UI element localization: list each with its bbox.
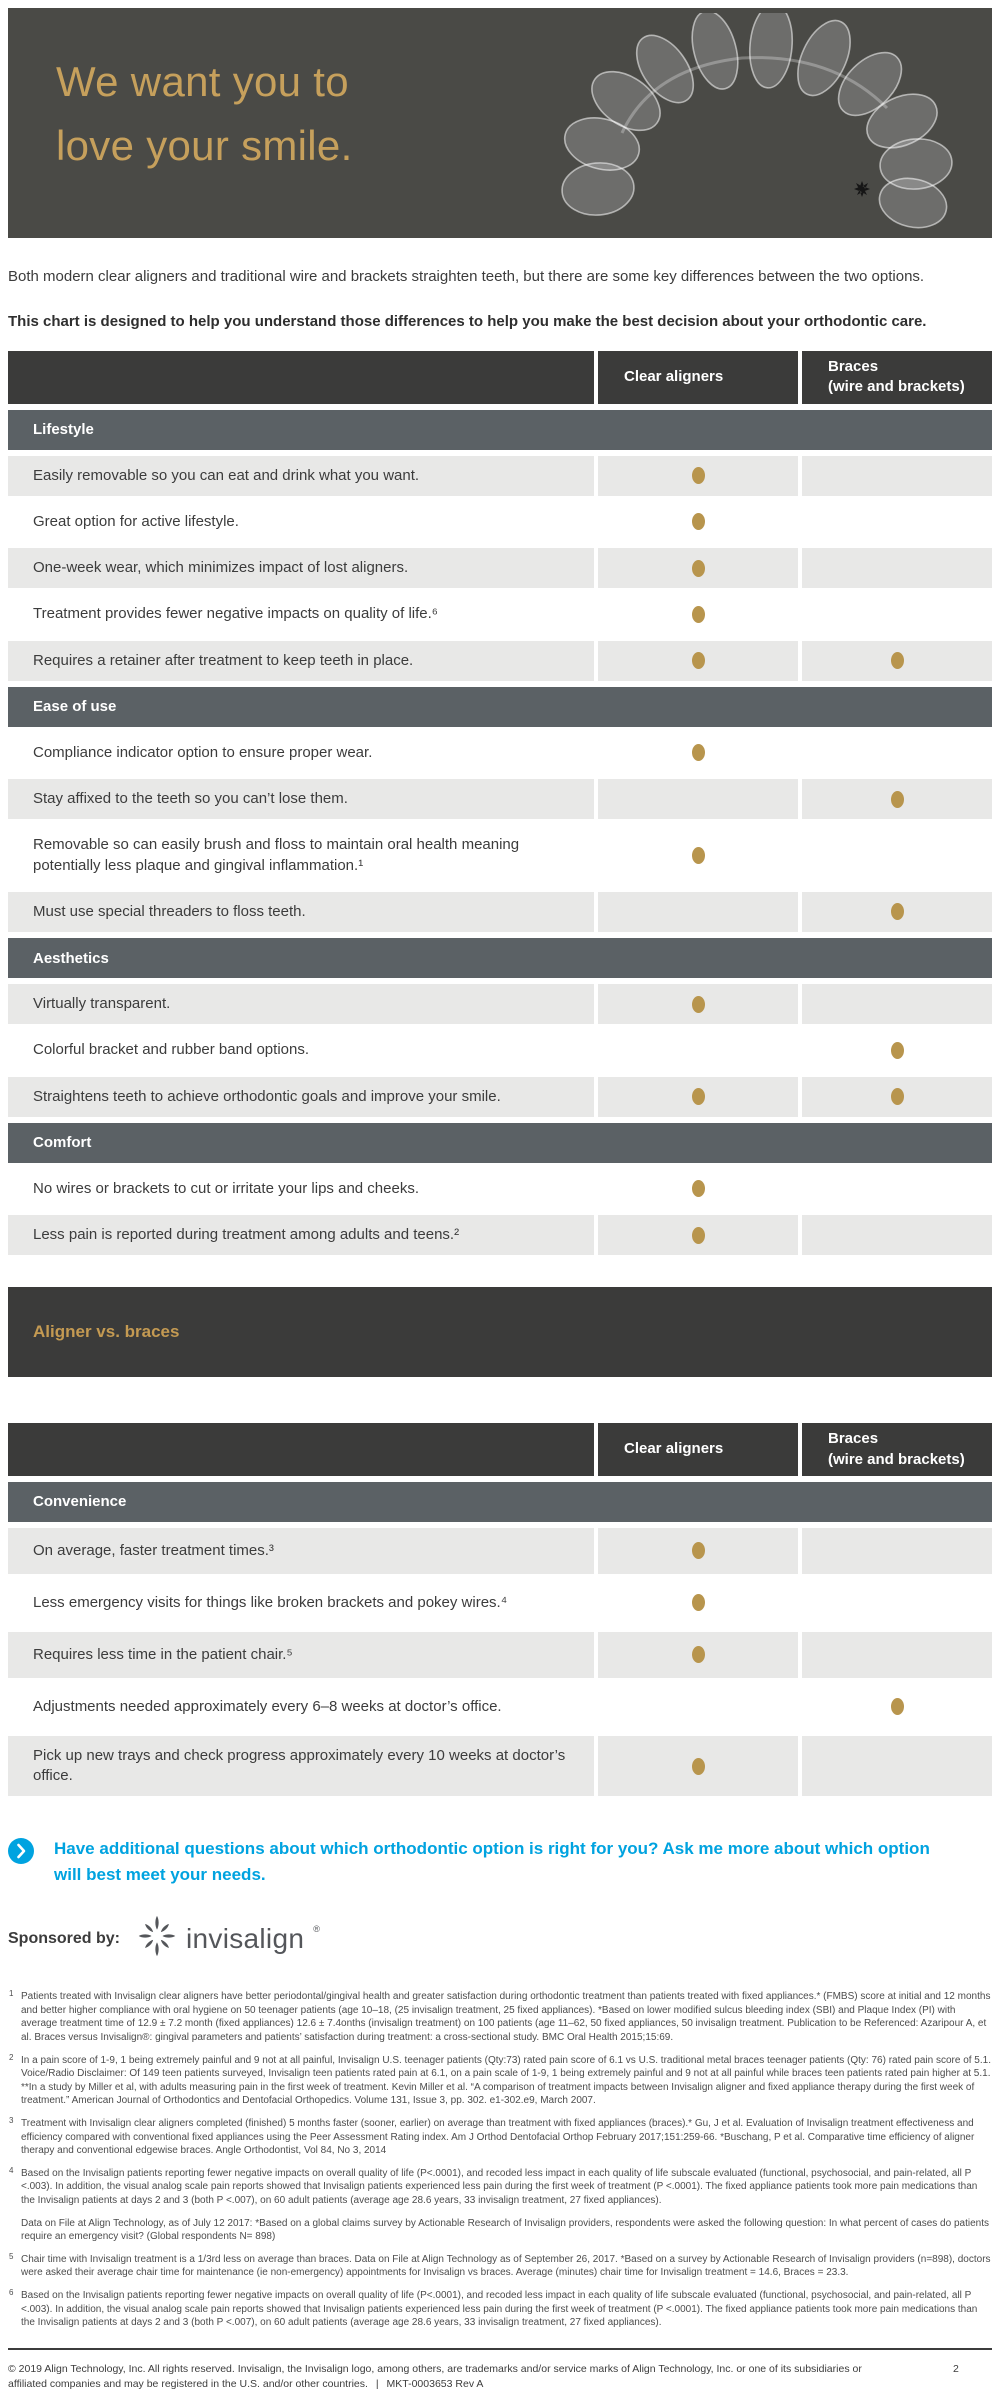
table-row <box>8 779 992 819</box>
table-row <box>8 1077 992 1117</box>
table-row <box>8 1215 992 1255</box>
footnote-text: Data on File at Align Technology, as of July 12 2017: *Based on a global claims survey by Actionable Research of Invisalign providers, respondents were asked the following question: In what percent of cases do patients require an emergency visit? (Global respondents N= 898) <box>21 2217 989 2243</box>
table-row <box>8 1030 992 1070</box>
gold-dot-icon <box>891 1088 904 1105</box>
footnote-number: 1 <box>9 1989 14 1999</box>
feature-text: Straightens teeth to achieve orthodontic goals and improve your smile. <box>33 1087 501 1105</box>
table-row <box>8 1684 992 1730</box>
gold-dot-icon <box>692 744 705 761</box>
braces-cell <box>802 1736 992 1797</box>
feature-cell <box>8 1077 594 1117</box>
feature-column-header <box>8 351 594 404</box>
comparison-table-1 <box>8 351 992 1255</box>
comparison-table-header <box>8 1423 992 1476</box>
table-row <box>8 641 992 681</box>
clear-aligners-cell <box>598 825 798 886</box>
gold-dot-icon <box>692 513 705 530</box>
feature-cell <box>8 641 594 681</box>
feature-text: Must use special threaders to floss teeth. <box>33 902 306 920</box>
feature-cell <box>8 1632 594 1678</box>
table-row <box>8 825 992 886</box>
feature-text: Requires a retainer after treatment to keep teeth in place. <box>33 651 414 669</box>
feature-text: No wires or brackets to cut or irritate your lips and cheeks. <box>33 1179 419 1197</box>
copyright-line: © 2019 Align Technology, Inc. All rights reserved. Invisalign, the Invisalign logo, among others, are trademarks and/or service marks of Align Technology, Inc. or one of its subsidiaries or affiliated companies and may be registered in the U.S. and/or other countries. <box>8 2362 862 2390</box>
gold-dot-icon <box>692 1180 705 1197</box>
feature-cell <box>8 892 594 932</box>
chevron-right-circle-icon <box>8 1838 34 1869</box>
table-row <box>8 456 992 496</box>
table-row <box>8 502 992 542</box>
feature-cell <box>8 1169 594 1209</box>
feature-column-header <box>8 1423 594 1476</box>
table-1-body <box>8 410 992 1256</box>
invisalign-starburst-icon <box>136 1913 178 1964</box>
feature-cell <box>8 779 594 819</box>
column-header-clear-aligners <box>598 1423 798 1476</box>
table-row <box>8 984 992 1024</box>
feature-text: Removable so can easily brush and floss to maintain oral health meaning potentially less plaque and gingival inflammation.¹ <box>33 836 520 874</box>
intro-paragraph: Both modern clear aligners and traditional wire and brackets straighten teeth, but there are some key differences between the two options. <box>8 268 925 285</box>
footnote <box>8 2117 992 2158</box>
cta-text: Have additional questions about which orthodontic option is right for you? Ask me more about which option will best meet your needs. <box>54 1839 930 1884</box>
clear-aligners-cell <box>598 1215 798 1255</box>
hero-title <box>56 50 353 178</box>
gold-dot-icon <box>692 1088 705 1105</box>
section-header <box>8 410 992 450</box>
braces-cell <box>802 825 992 886</box>
feature-text: Pick up new trays and check progress approximately every 10 weeks at doctor’s office. <box>33 1746 566 1784</box>
braces-cell <box>802 1632 992 1678</box>
section-header <box>8 1482 992 1522</box>
footnote <box>8 2253 992 2280</box>
copyright-text <box>8 2362 953 2392</box>
gold-dot-icon <box>891 1042 904 1059</box>
braces-cell <box>802 779 992 819</box>
footnote-text: Patients treated with Invisalign clear aligners have better periodontal/gingival health and greater satisfaction during orthodontic treatment than patients treated with fixed appliances.* (FMBS) score at initial and 12 months and better higher compliance with oral hygiene on 50 teenager patients (age 10–18, (25 invisalign treatment, 25 fixed appliances). *Based on lower modified sulcus bleeding index (SBI) and Plaque Index (PI) with average treatment time of 12.9 ± 7.2 month (fixed appliances) 12.6 ± 7.4onths (invisalign treatment) on 100 patients (age 11–62, 50 fixed appliances, 50 invisalign treatment. Publication to be Referenced: Azaripour A, et al. Braces versus Invisalign®: gingival parameters and patients’ satisfaction during treatment: a cross-sectional study. BMC Oral Health 2015;15:69. <box>21 1991 991 2044</box>
section-title: Convenience <box>33 1493 127 1511</box>
aligner-photo <box>532 13 972 238</box>
footnote-text: In a pain score of 1-9, 1 being extremely painful and 9 not at all painful, Invisalign U.S. teenager patients (Qty:73) rated pain score of 6.1 vs U.S. traditional metal braces teenager patients (Qty: 76) rated pain score of 5.1. Voice/Radio Disclaimer: Of 149 teen patients surveyed, Invisalign teen patients rated pain at 6.1, on a pain scale of 1-9, 1 being extremely painful and 9 not at all painful while braces teen patients rated pain higher at 5.1. **In a study by Miller et al, with adults measuring pain in the first week of treatment. Kevin Miller et al. “A comparison of treatment impacts between Invisalign aligner and fixed appliance therapy during the first week of treatment.” American Journal of Orthodontics and Dentofacial Orthopedics. Volume 131, Issue 3, pp. 302. e1-302.e9, March 2007. <box>21 2054 991 2107</box>
braces-cell <box>802 892 992 932</box>
clear-aligners-label: Clear aligners <box>624 368 724 386</box>
feature-text: Colorful bracket and rubber band options. <box>33 1041 310 1059</box>
feature-text: Great option for active lifestyle. <box>33 512 239 530</box>
feature-text: Easily removable so you can eat and drink what you want. <box>33 466 420 484</box>
footer-divider <box>8 2348 992 2350</box>
braces-sublabel: (wire and brackets) <box>828 378 965 396</box>
feature-cell <box>8 548 594 588</box>
braces-label: Braces <box>828 1430 879 1448</box>
column-header-braces <box>802 1423 992 1476</box>
braces-cell <box>802 1030 992 1070</box>
feature-cell <box>8 1580 594 1626</box>
braces-cell <box>802 733 992 773</box>
braces-cell <box>802 502 992 542</box>
table-row <box>8 1736 992 1797</box>
braces-cell <box>802 1077 992 1117</box>
document-code: MKT-0003653 Rev A <box>386 2377 484 2390</box>
section-title: Lifestyle <box>33 421 94 438</box>
feature-cell <box>8 456 594 496</box>
braces-cell <box>802 641 992 681</box>
comparison-table-header <box>8 351 992 404</box>
feature-cell <box>8 1030 594 1070</box>
table-2-body <box>8 1482 992 1797</box>
column-header-braces <box>802 351 992 404</box>
gold-dot-icon <box>692 1227 705 1244</box>
clear-aligners-cell <box>598 1077 798 1117</box>
feature-text: On average, faster treatment times.³ <box>33 1541 274 1559</box>
clear-aligners-cell <box>598 1030 798 1070</box>
gold-dot-icon <box>891 903 904 920</box>
footer <box>8 2362 992 2392</box>
feature-cell <box>8 1684 594 1730</box>
clear-aligners-cell <box>598 1580 798 1626</box>
braces-cell <box>802 1528 992 1574</box>
feature-cell <box>8 733 594 773</box>
sponsor-row <box>8 1913 992 1964</box>
footnote-number: 3 <box>9 2116 14 2125</box>
clear-aligners-cell <box>598 502 798 542</box>
footer-separator: | <box>375 2377 379 2390</box>
table-row <box>8 733 992 773</box>
footnote-text: Based on the Invisalign patients reporting fewer negative impacts on overall quality of life (P<.0001), and recoded less impact in each quality of life subscale evaluated (functional, psychosocial, and pain-related, all P <.003). In addition, the visual analog scale pain reports showed that Invisalign patients experienced less pain during the first week of treatment (P <.0001). The fixed appliance patients took more pain medications than the Invisalign patients at days 2 and 3 (both P <.007), on 60 adult patients (average age 28.6 years, 33 invisalign treatment, 27 fixed appliances). <box>21 2167 978 2206</box>
hero-banner <box>8 8 992 238</box>
braces-cell <box>802 1580 992 1626</box>
hero-title-line2: love your smile. <box>56 121 353 169</box>
feature-text: Treatment provides fewer negative impacts on quality of life.⁶ <box>33 605 438 623</box>
gold-dot-icon <box>692 1594 705 1611</box>
clear-aligners-cell <box>598 779 798 819</box>
footnote-number: 2 <box>9 2052 14 2062</box>
clear-aligners-cell <box>598 641 798 681</box>
footnote-text: Treatment with Invisalign clear aligners completed (finished) 5 months faster (sooner, earlier) on average than treatment with fixed appliances (braces).* Gu, J et al. Evaluation of Invisalign treatment effectiveness and efficiency compared with conventional fixed appliances using the Peer Assessment Rating index. Am J Orthod Dentofacial Orthop February 2017;151:259-66. *Buschang, P et al. Comparative time efficiency of aligner therapy and conventional edgewise braces. Angle Orthodontist, Vol 84, No 3, 2014 <box>21 2118 975 2157</box>
comparison-table-2 <box>8 1423 992 1796</box>
footnote-text: Based on the Invisalign patients reporting fewer negative impacts on overall quality of life (P<.0001), and recoded less impact in each quality of life subscale evaluated (functional, psychosocial, and pain-related, all P <.003). In addition, the visual analog scale pain reports showed that Invisalign patients experienced less pain during the first week of treatment (P <.0001). The fixed appliance patients took more pain medications than the Invisalign patients at days 2 and 3 (both P <.007), on 60 adult patients (average age 28.6 years, 33 invisalign treatment, 27 fixed appliances). <box>21 2289 978 2329</box>
braces-label: Braces <box>828 358 879 375</box>
feature-cell <box>8 825 594 886</box>
feature-cell <box>8 1736 594 1797</box>
clear-aligners-cell <box>598 594 798 634</box>
feature-text: Stay affixed to the teeth so you can’t lose them. <box>33 790 348 807</box>
footnote <box>8 2167 992 2208</box>
feature-cell <box>8 502 594 542</box>
table-row <box>8 892 992 932</box>
gold-dot-icon <box>692 1758 705 1775</box>
compliance-indicator-dot <box>854 181 870 197</box>
section-header <box>8 938 992 978</box>
aligner-vs-braces-banner <box>8 1287 992 1377</box>
section-title: Comfort <box>33 1134 92 1152</box>
braces-cell <box>802 984 992 1024</box>
footnote-text: Chair time with Invisalign treatment is a 1/3rd less on average than braces. Data on File at Align Technology as of September 26, 2017. *Based on a survey by Actionable Research of Invisalign providers (n=898), doctors were asked their average chair time for maintenance (ie non-emergency) appointments for Invisalign vs braces. Average (minutes) chair time for Invisalign treatment = 14.6, Braces = 23.3. <box>21 2253 991 2279</box>
gold-dot-icon <box>891 1698 904 1715</box>
feature-text: Compliance indicator option to ensure proper wear. <box>33 743 373 761</box>
feature-text: Virtually transparent. <box>33 995 171 1012</box>
gold-dot-icon <box>692 847 705 864</box>
gold-dot-icon <box>891 652 904 669</box>
feature-text: Less pain is reported during treatment among adults and teens.² <box>33 1226 460 1243</box>
banner-title: Aligner vs. braces <box>33 1322 180 1342</box>
braces-cell <box>802 594 992 634</box>
footnote-number: 5 <box>9 2251 14 2261</box>
gold-dot-icon <box>692 1542 705 1559</box>
feature-text: One-week wear, which minimizes impact of lost aligners. <box>33 559 409 576</box>
clear-aligners-cell <box>598 1169 798 1209</box>
clear-aligners-cell <box>598 1632 798 1678</box>
table-row <box>8 1580 992 1626</box>
page-number: 2 <box>953 2362 959 2375</box>
clear-aligners-cell <box>598 1528 798 1574</box>
footnote <box>8 2217 992 2244</box>
braces-cell <box>802 1684 992 1730</box>
braces-sublabel: (wire and brackets) <box>828 1450 965 1468</box>
table-row <box>8 548 992 588</box>
feature-text: Requires less time in the patient chair.⁵ <box>33 1645 293 1663</box>
section-title: Ease of use <box>33 698 117 716</box>
braces-cell <box>802 1169 992 1209</box>
section-header <box>8 1123 992 1163</box>
footnote-number: 4 <box>9 2165 14 2175</box>
sponsored-by-label: Sponsored by: <box>8 1929 121 1947</box>
braces-cell <box>802 1215 992 1255</box>
feature-cell <box>8 594 594 634</box>
feature-cell <box>8 984 594 1024</box>
feature-text: Less emergency visits for things like broken brackets and pokey wires.⁴ <box>33 1593 508 1611</box>
braces-cell <box>802 456 992 496</box>
invisalign-wordmark: invisalign <box>186 1922 305 1954</box>
intro-paragraph-bold: This chart is designed to help you understand those differences to help you make the best decision about your orthodontic care. <box>8 312 927 330</box>
clear-aligners-cell <box>598 456 798 496</box>
footnote-number: 6 <box>9 2287 14 2297</box>
trademark-symbol: ® <box>313 1923 320 1934</box>
footnote <box>8 2289 992 2330</box>
invisalign-logo <box>136 1913 319 1964</box>
table-row <box>8 1169 992 1209</box>
cta-row <box>8 1836 992 1887</box>
braces-cell <box>802 548 992 588</box>
gold-dot-icon <box>891 791 904 808</box>
gold-dot-icon <box>692 606 705 623</box>
gold-dot-icon <box>692 467 705 484</box>
feature-cell <box>8 1528 594 1574</box>
gold-dot-icon <box>692 652 705 669</box>
feature-text: Adjustments needed approximately every 6–8 weeks at doctor’s office. <box>33 1697 502 1715</box>
clear-aligners-cell <box>598 733 798 773</box>
table-row <box>8 1528 992 1574</box>
clear-aligners-cell <box>598 548 798 588</box>
clear-aligners-cell <box>598 984 798 1024</box>
clear-aligners-cell <box>598 1684 798 1730</box>
clear-aligners-cell <box>598 892 798 932</box>
footnote <box>8 1990 992 2044</box>
table-row <box>8 594 992 634</box>
footnotes <box>8 1990 992 2329</box>
clear-aligners-label: Clear aligners <box>624 1440 724 1458</box>
table-row <box>8 1632 992 1678</box>
section-title: Aesthetics <box>33 949 109 967</box>
column-header-clear-aligners <box>598 351 798 404</box>
feature-cell <box>8 1215 594 1255</box>
gold-dot-icon <box>692 1646 705 1663</box>
footnote <box>8 2054 992 2108</box>
gold-dot-icon <box>692 560 705 577</box>
gold-dot-icon <box>692 996 705 1013</box>
clear-aligners-cell <box>598 1736 798 1797</box>
section-header <box>8 687 992 727</box>
hero-title-line1: We want you to <box>56 58 349 105</box>
